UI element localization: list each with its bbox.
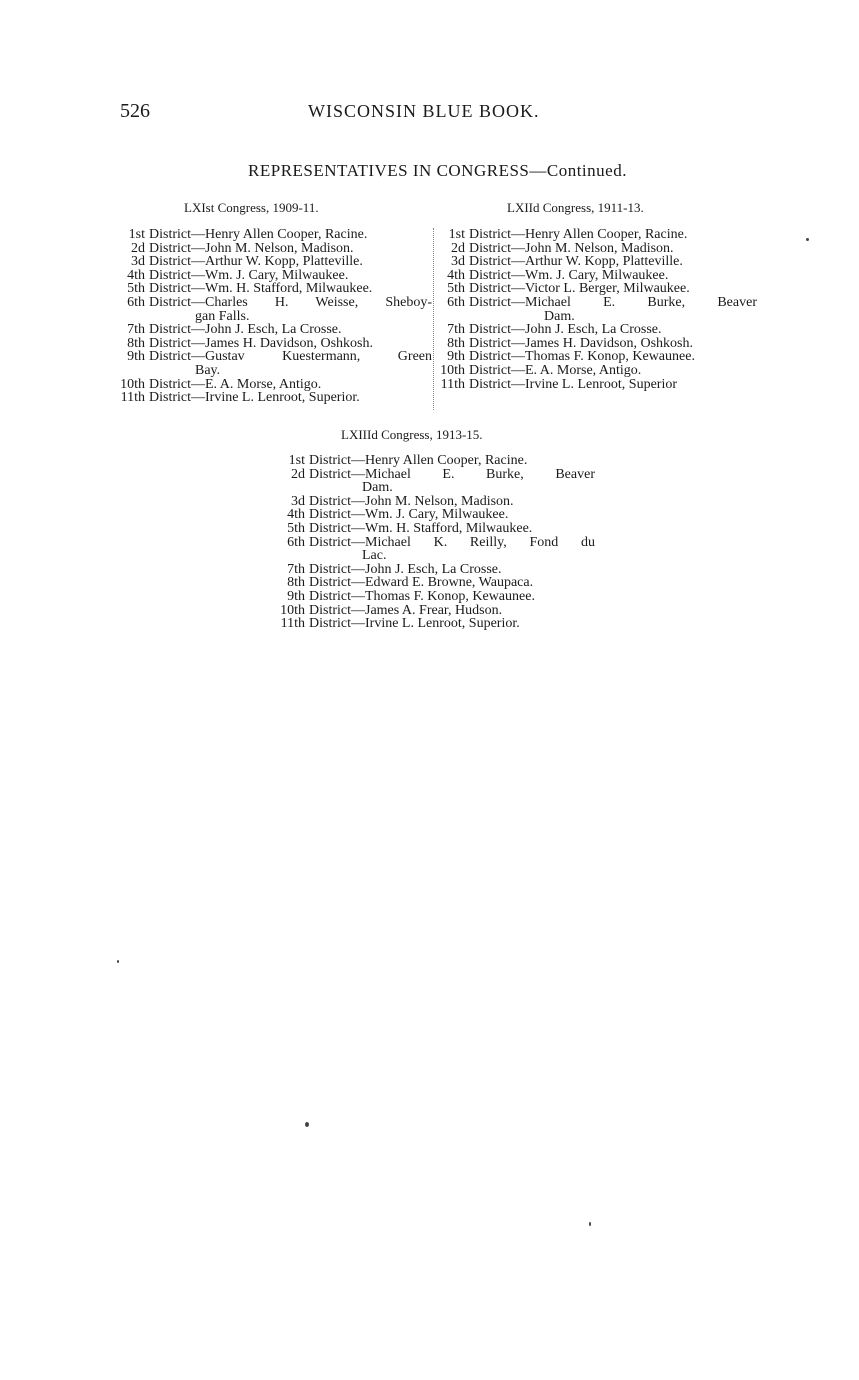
district-line: District—Wm. J. Cary, Milwaukee. xyxy=(469,267,669,283)
district-entry xyxy=(112,296,432,323)
district-representative xyxy=(149,391,432,405)
district-ordinal: 6th xyxy=(127,294,145,310)
district-entry xyxy=(437,350,757,364)
congress-heading-lxiiid: LXIIId Congress, 1913-15. xyxy=(341,427,483,442)
district-ordinal: 10th xyxy=(440,362,465,378)
district-ordinal: 1st xyxy=(288,453,305,468)
print-speck xyxy=(806,238,809,241)
district-line: District—E. A. Morse, Antigo. xyxy=(469,362,642,378)
district-entry xyxy=(275,576,595,590)
district-entry xyxy=(437,269,757,283)
district-line: District—Henry Allen Cooper, Racine. xyxy=(149,227,368,242)
district-entry xyxy=(112,282,432,296)
district-entry xyxy=(275,454,595,468)
district-list-lxist xyxy=(112,228,432,405)
district-ordinal: 8th xyxy=(447,335,465,351)
district-line: District—Arthur W. Kopp, Platteville. xyxy=(149,254,363,270)
district-entry xyxy=(275,468,595,495)
district-representative xyxy=(469,378,757,392)
district-ordinal: 10th xyxy=(120,376,145,392)
district-representative xyxy=(309,495,595,509)
district-representative xyxy=(149,378,432,392)
district-entry xyxy=(437,378,757,392)
district-line: District—Wm. H. Stafford, Milwaukee. xyxy=(309,520,533,536)
district-ordinal: 4th xyxy=(127,267,145,283)
district-entry xyxy=(437,323,757,337)
district-entry xyxy=(437,282,757,296)
district-line-continuation: gan Falls. xyxy=(195,308,250,324)
district-ordinal: 3d xyxy=(451,254,465,270)
district-representative xyxy=(149,323,432,337)
district-ordinal: 7th xyxy=(287,561,305,577)
district-representative xyxy=(469,255,757,269)
district-line: District—Edward E. Browne, Waupaca. xyxy=(309,575,534,591)
district-entry xyxy=(437,364,757,378)
district-representative xyxy=(309,522,595,536)
district-line-continuation: Bay. xyxy=(195,362,221,378)
district-representative xyxy=(309,454,595,468)
district-ordinal: 2d xyxy=(451,240,465,256)
running-head: WISCONSIN BLUE BOOK. xyxy=(308,101,540,121)
district-line-continuation: Dam. xyxy=(544,308,575,324)
district-entry xyxy=(112,391,432,405)
district-representative xyxy=(149,282,432,296)
district-line: District—Michael K. Reilly, Fond du xyxy=(309,534,595,550)
district-entry xyxy=(437,296,757,323)
district-line: District—John M. Nelson, Madison. xyxy=(469,240,674,256)
district-line-continuation: Lac. xyxy=(362,548,387,564)
district-line: District—Victor L. Berger, Milwaukee. xyxy=(469,281,690,297)
district-ordinal: 5th xyxy=(447,281,465,297)
district-entry xyxy=(112,323,432,337)
district-ordinal: 4th xyxy=(287,507,305,523)
district-entry xyxy=(112,337,432,351)
page-number: 526 xyxy=(120,100,150,122)
district-representative xyxy=(309,617,595,631)
district-line: District—John J. Esch, La Crosse. xyxy=(469,322,662,338)
district-entry xyxy=(437,242,757,256)
district-line: District—James A. Frear, Hudson. xyxy=(309,602,503,618)
district-entry xyxy=(275,617,595,631)
district-representative xyxy=(469,296,757,323)
district-ordinal: 9th xyxy=(127,349,145,365)
district-representative xyxy=(309,576,595,590)
district-ordinal: 9th xyxy=(447,349,465,365)
district-representative xyxy=(309,508,595,522)
district-ordinal: 2d xyxy=(291,466,305,482)
district-ordinal: 2d xyxy=(131,240,145,256)
district-representative xyxy=(149,337,432,351)
district-representative xyxy=(149,296,432,323)
district-ordinal: 5th xyxy=(127,281,145,297)
district-entry xyxy=(112,242,432,256)
district-representative xyxy=(149,269,432,283)
district-representative xyxy=(469,337,757,351)
district-representative xyxy=(309,604,595,618)
district-line: District—Thomas F. Konop, Kewaunee. xyxy=(309,588,535,604)
district-line: District—Thomas F. Konop, Kewaunee. xyxy=(469,349,695,365)
district-line-continuation: Dam. xyxy=(362,480,393,496)
district-ordinal: 11th xyxy=(120,390,145,406)
section-title: REPRESENTATIVES IN CONGRESS—Continued. xyxy=(248,161,627,180)
print-speck xyxy=(117,960,119,963)
district-ordinal: 1st xyxy=(448,227,465,242)
district-ordinal: 6th xyxy=(447,294,465,310)
district-ordinal: 7th xyxy=(127,322,145,338)
district-line: District—Henry Allen Cooper, Racine. xyxy=(309,453,528,468)
district-representative xyxy=(309,468,595,495)
district-representative xyxy=(469,282,757,296)
district-ordinal: 6th xyxy=(287,534,305,550)
district-entry xyxy=(112,350,432,377)
district-entry xyxy=(112,228,432,242)
district-entry xyxy=(275,604,595,618)
district-ordinal: 8th xyxy=(287,575,305,591)
district-representative xyxy=(469,269,757,283)
district-entry xyxy=(275,563,595,577)
district-line: District—Wm. J. Cary, Milwaukee. xyxy=(309,507,509,523)
district-entry xyxy=(275,590,595,604)
district-ordinal: 5th xyxy=(287,520,305,536)
district-list-lxiid xyxy=(437,228,757,391)
district-entry xyxy=(275,508,595,522)
district-ordinal: 3d xyxy=(131,254,145,270)
district-representative xyxy=(469,364,757,378)
district-entry xyxy=(437,337,757,351)
district-ordinal: 10th xyxy=(280,602,305,618)
district-line: District—Michael E. Burke, Beaver xyxy=(469,294,757,310)
district-ordinal: 8th xyxy=(127,335,145,351)
column-divider xyxy=(433,228,434,410)
district-ordinal: 3d xyxy=(291,493,305,509)
district-representative xyxy=(149,350,432,377)
district-line: District—Irvine L. Lenroot, Superior. xyxy=(309,616,520,632)
district-ordinal: 11th xyxy=(440,376,465,392)
district-representative xyxy=(149,228,432,242)
district-entry xyxy=(275,536,595,563)
district-ordinal: 1st xyxy=(128,227,145,242)
district-representative xyxy=(309,536,595,563)
district-line: District—John J. Esch, La Crosse. xyxy=(309,561,502,577)
district-line: District—John M. Nelson, Madison. xyxy=(309,493,514,509)
district-representative xyxy=(469,242,757,256)
district-line: District—Arthur W. Kopp, Platteville. xyxy=(469,254,683,270)
district-line: District—John J. Esch, La Crosse. xyxy=(149,322,342,338)
district-line: District—Gustav Kuestermann, Green xyxy=(149,349,432,365)
district-list-lxiiid xyxy=(275,454,595,631)
district-entry xyxy=(112,255,432,269)
district-line: District—Henry Allen Cooper, Racine. xyxy=(469,227,688,242)
district-representative xyxy=(469,350,757,364)
district-line: District—John M. Nelson, Madison. xyxy=(149,240,354,256)
print-speck xyxy=(589,1222,591,1226)
district-representative xyxy=(149,242,432,256)
district-entry xyxy=(275,522,595,536)
district-line: District—James H. Davidson, Oshkosh. xyxy=(149,335,373,351)
district-line: District—E. A. Morse, Antigo. xyxy=(149,376,322,392)
district-line: District—Irvine L. Lenroot, Superior. xyxy=(149,390,360,406)
district-ordinal: 11th xyxy=(280,616,305,632)
district-ordinal: 4th xyxy=(447,267,465,283)
district-representative xyxy=(309,590,595,604)
district-entry xyxy=(112,378,432,392)
district-representative xyxy=(309,563,595,577)
district-representative xyxy=(469,323,757,337)
district-entry xyxy=(437,255,757,269)
district-line: District—Wm. J. Cary, Milwaukee. xyxy=(149,267,349,283)
district-line: District—Charles H. Weisse, Sheboy- xyxy=(149,294,432,310)
district-line: District—Irvine L. Lenroot, Superior xyxy=(469,376,678,392)
district-line: District—James H. Davidson, Oshkosh. xyxy=(469,335,693,351)
district-line: District—Wm. H. Stafford, Milwaukee. xyxy=(149,281,373,297)
district-line: District—Michael E. Burke, Beaver xyxy=(309,466,595,482)
district-representative xyxy=(149,255,432,269)
district-representative xyxy=(469,228,757,242)
print-speck xyxy=(305,1122,309,1127)
district-ordinal: 9th xyxy=(287,588,305,604)
congress-heading-lxist: LXIst Congress, 1909-11. xyxy=(184,200,319,215)
district-ordinal: 7th xyxy=(447,322,465,338)
congress-heading-lxiid: LXIId Congress, 1911-13. xyxy=(507,200,644,215)
district-entry xyxy=(275,495,595,509)
district-entry xyxy=(437,228,757,242)
district-entry xyxy=(112,269,432,283)
